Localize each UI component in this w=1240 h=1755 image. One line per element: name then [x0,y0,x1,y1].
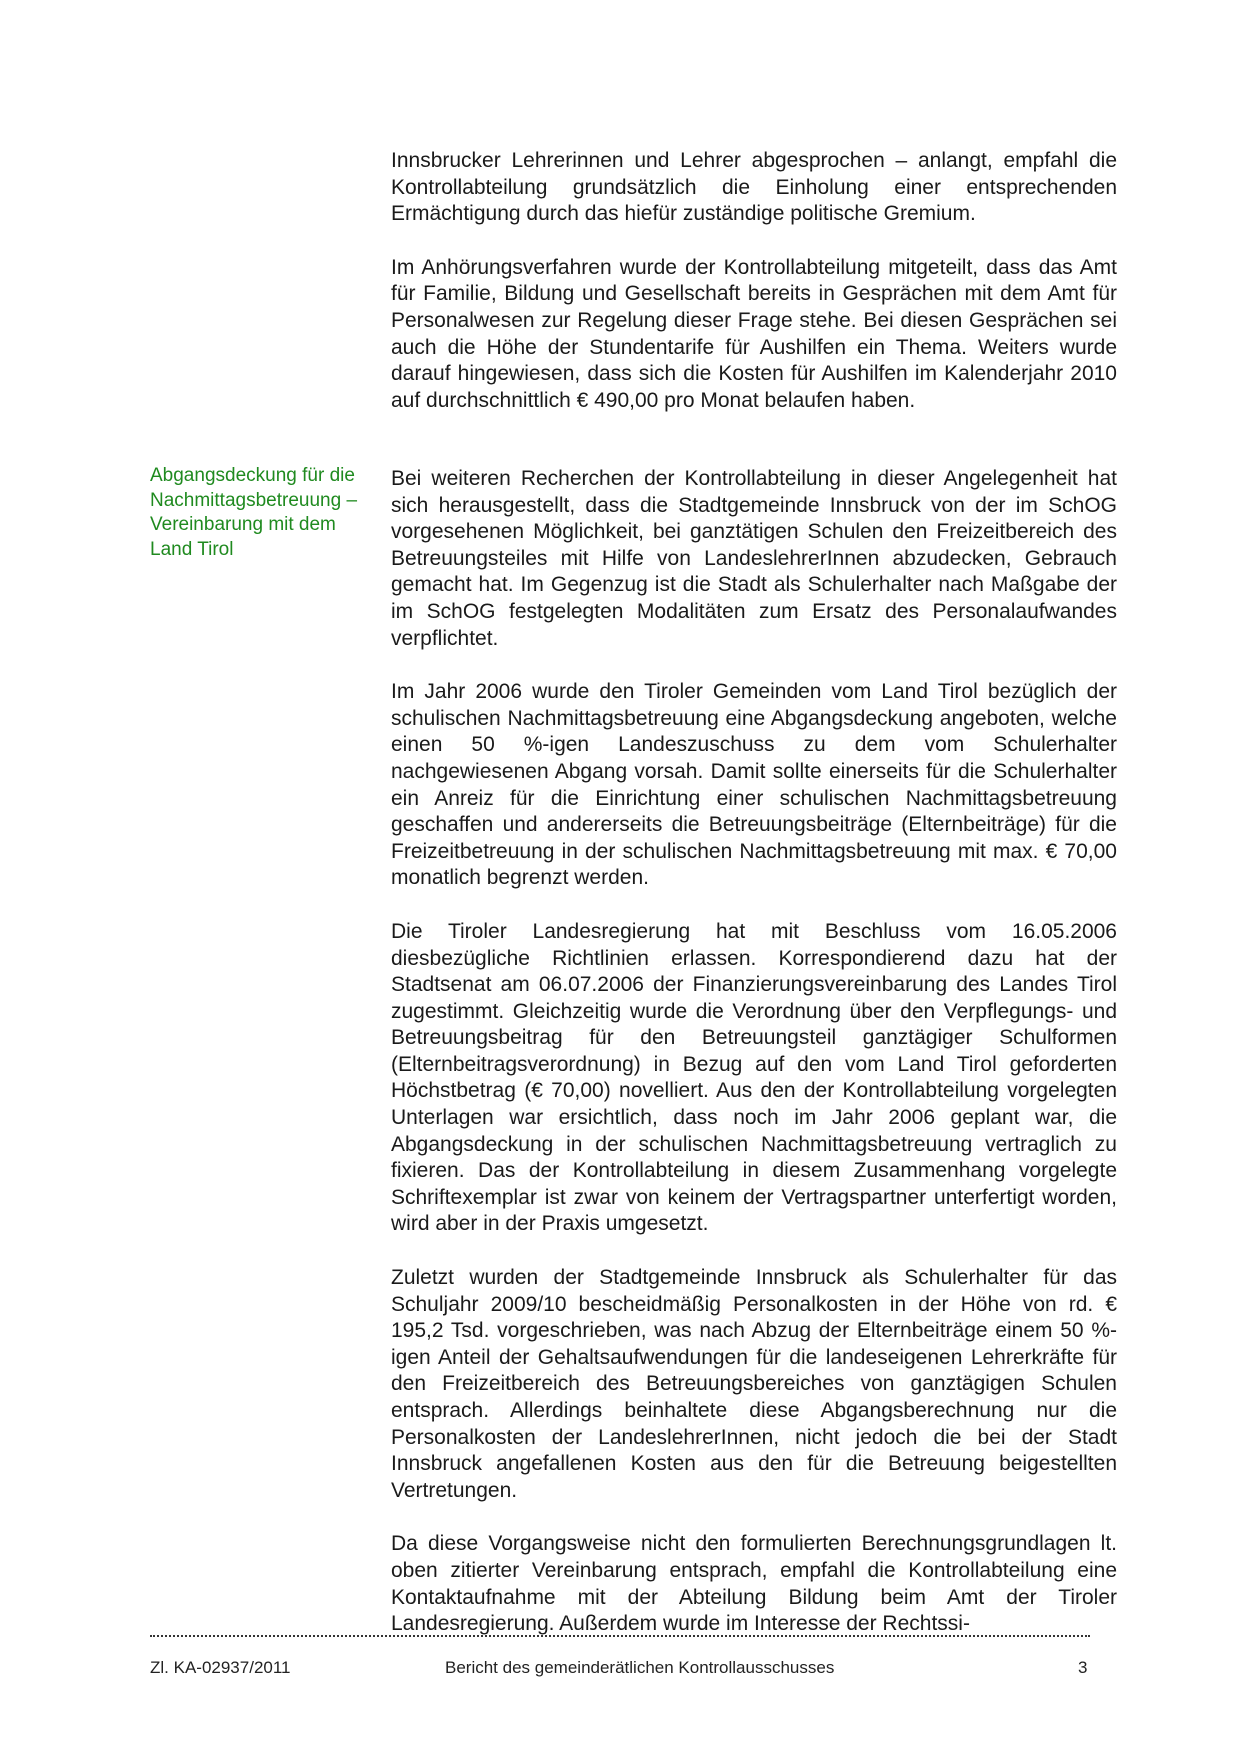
paragraph-3: Bei weiteren Recherchen der Kontrollabteilung in dieser Angelegenheit hat sich herausgestellt, dass die Stadtgemeinde Innsbruck von der im SchOG vorgesehenen Möglichkeit, bei ganztätigen Schulen den Freizeitbereich des Betreuungsteiles mit Hilfe von LandeslehrerInnen abzudecken, Gebrauch gemacht hat. Im Gegenzug ist die Stadt als Schulerhalter nach Maßgabe der im SchOG festgelegten Modalitäten zum Ersatz des Personalaufwandes verpflichtet. [391,467,1117,650]
footer-divider [150,1635,1090,1639]
page-number: 3 [1078,1658,1088,1677]
paragraph-7: Da diese Vorgangsweise nicht den formulierten Berechnungsgrundlagen lt. oben zitierter Vereinbarung entsprach, empfahl die Kontrollabteilung eine Kontaktaufnahme mit der Abteilung Bildung beim Amt der Tiroler Landesregierung. Außerdem wurde im Interesse der Rechtssi- [391,1532,1117,1636]
paragraph-6: Zuletzt wurden der Stadtgemeinde Innsbruck als Schulerhalter für das Schuljahr 2009/10 bescheidmäßig Personalkosten in der Höhe von rd. € 195,2 Tsd. vorgeschrieben, was nach Abzug der Elternbeiträge einem 50 %-igen Anteil der Gehaltsaufwendungen für die landeseigenen Lehrerkräfte für den Freizeitbereich des Betreuungsbereiches von ganztägigen Schulen entsprach. Allerdings beinhaltete diese Abgangsberechnung nur die Personalkosten der LandeslehrerInnen, nicht jedoch die bei der Stadt Innsbruck angefallenen Kosten aus den für die Betreuung beigestellten Vertretungen. [391,1266,1117,1502]
paragraph-2: Im Anhörungsverfahren wurde der Kontrollabteilung mitgeteilt, dass das Amt für Familie, Bildung und Gesellschaft bereits in Gesprächen mit dem Amt für Personalwesen zur Regelung dieser Frage stehe. Bei diesen Gesprächen sei auch die Höhe der Stundentarife für Aushilfen ein Thema. Weiters wurde darauf hingewiesen, dass sich die Kosten für Aushilfen im Kalenderjahr 2010 auf durchschnittlich € 490,00 pro Monat belaufen haben. [391,255,1117,412]
paragraph-5: Die Tiroler Landesregierung hat mit Beschluss vom 16.05.2006 diesbezügliche Richtlinien erlassen. Korrespondierend dazu hat der Stadtsenat am 06.07.2006 der Finanzierungsvereinbarung des Landes Tirol zugestimmt. Gleichzeitig wurde die Verordnung über den Verpflegungs- und Betreuungsbeitrag für den Betreuungsteil ganztägiger Schulformen (Elternbeitragsverordnung) in Bezug auf den vom Land Tirol geforderten Höchstbetrag (€ 70,00) novelliert. Aus den der Kontrollabteilung vorgelegten Unterlagen war ersichtlich, dass noch im Jahr 2006 geplant war, die Abgangsdeckung in der schulischen Nachmittagsbetreuung vertraglich zu fixieren. Das der Kontrollabteilung in diesem Zusammenhang vorgelegte Schriftexemplar ist zwar von keinem der Vertragspartner unterfertigt worden, wird aber in der Praxis umgesetzt. [391,919,1117,1236]
footer-title: Bericht des gemeinderätlichen Kontrollausschusses [445,1658,835,1677]
body-text-section-1 [391,148,1117,441]
paragraph-1: Innsbrucker Lehrerinnen und Lehrer abgesprochen – anlangt, empfahl die Kontrollabteilung grundsätzlich die Einholung einer entsprechenden Ermächtigung durch das hiefür zuständige politische Gremium. [391,149,1117,226]
footer-reference: Zl. KA-02937/2011 [150,1658,291,1677]
paragraph-4: Im Jahr 2006 wurde den Tiroler Gemeinden vom Land Tirol bezüglich der schulischen Nachmittagsbetreuung eine Abgangsdeckung angeboten, welche einen 50 %-igen Landeszuschuss zu dem vom Schulerhalter nachgewiesenen Abgang vorsah. Damit sollte einerseits für die Schulerhalter ein Anreiz für die Einrichtung einer schulischen Nachmittagsbetreuung geschaffen und andererseits die Betreuungsbeiträge (Elternbeiträge) für die Freizeitbetreuung in der schulischen Nachmittagsbetreuung mit max. € 70,00 monatlich begrenzt werden. [391,680,1117,890]
body-text-section-2 [391,466,1117,1665]
margin-note: Abgangsdeckung für die Nachmittagsbetreuung – Vereinbarung mit dem Land Tirol [150,465,358,560]
